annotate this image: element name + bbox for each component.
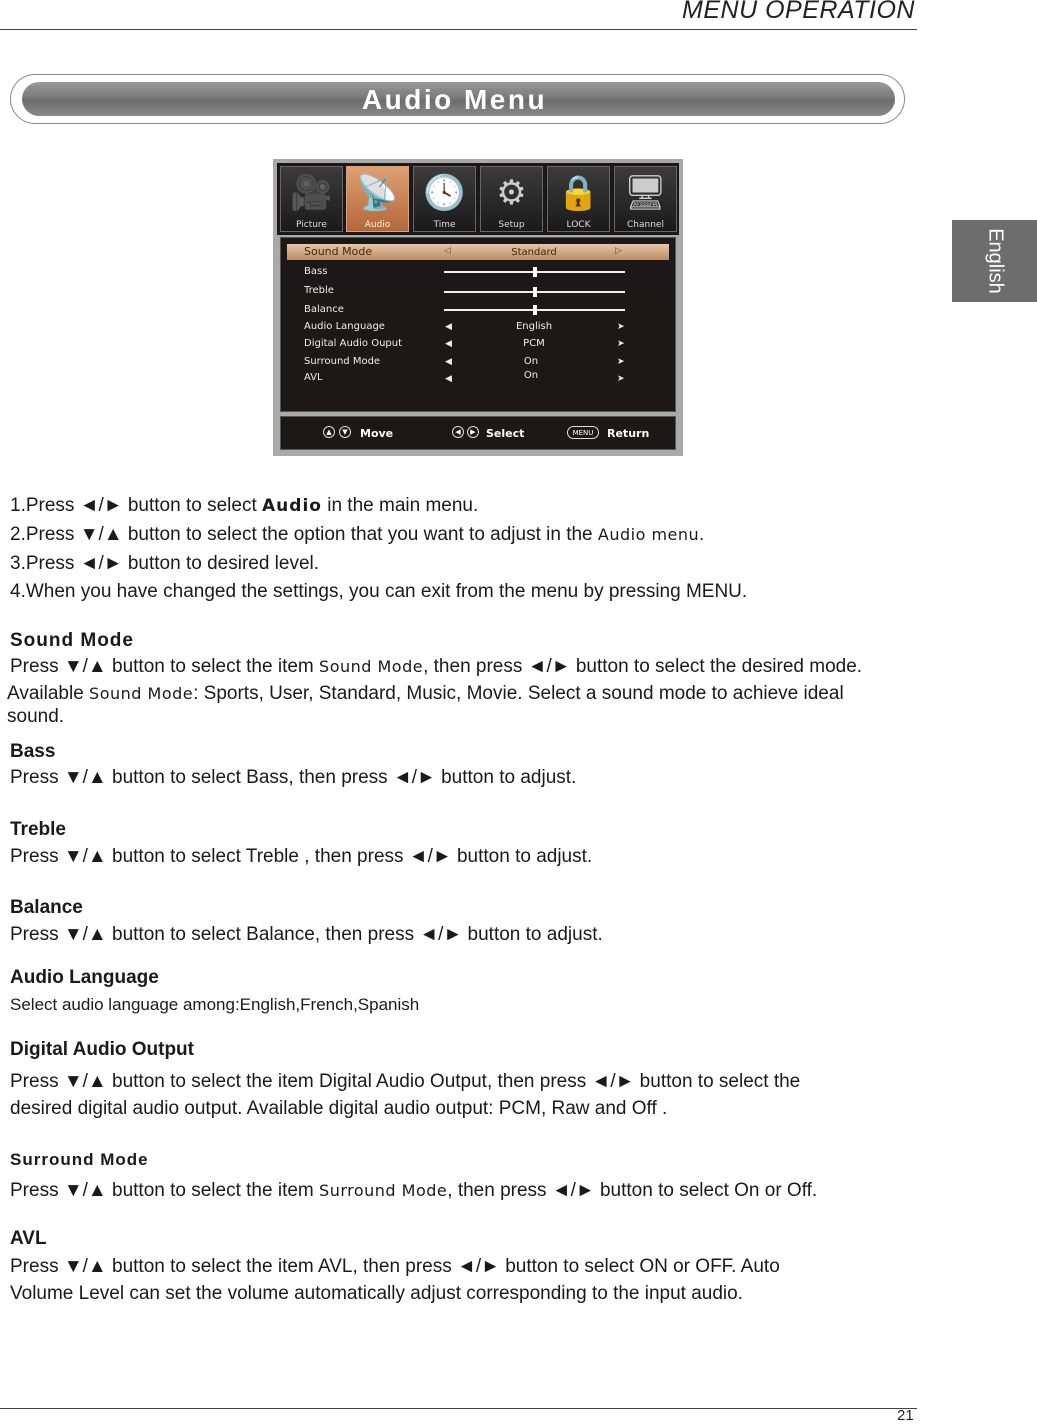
tv-row-digital-audio-label: Digital Audio Ouput [304,338,403,349]
left-arrow-icon: ◀ [445,339,452,349]
right-button-icon: ▶ [467,426,479,438]
tv-bass-slider-knob [533,267,537,277]
sound-mode-item-name: Sound Mode [319,657,424,676]
footer-divider [0,1408,917,1409]
tv-footer-return-label: Return [607,427,650,440]
right-arrow-icon: ➤ [617,339,625,349]
tv-tab-audio [346,166,409,232]
tv-row-balance-label: Balance [304,304,344,315]
surround-mode-line-1-text: Press ▼/▲ button to select the item [10,1180,320,1201]
tv-row-sound-mode-label: Sound Mode [304,245,373,258]
sound-mode-item-name: Sound Mode [89,684,194,703]
page-header-title: MENU OPERATION [682,0,915,24]
tv-row-surround-label: Surround Mode [304,356,381,367]
tv-tab-channel [614,166,677,232]
sound-mode-line-3: sound. [7,706,65,727]
tv-footer-select-label: Select [486,427,525,440]
step-1-menu-name: Audio [262,496,322,516]
surround-mode-line-1-end: , then press ◄/► button to select On or Off. [447,1180,818,1201]
clock-icon: 🕓 [423,173,466,213]
avl-line-2: Volume Level can set the volume automatically adjust corresponding to the input audio. [10,1283,744,1304]
tv-row-surround-value: On [523,356,539,367]
avl-line-1: Press ▼/▲ button to select the item AVL, then press ◄/► button to select ON or OFF. Auto [10,1256,780,1277]
tv-tab-label: Time [433,220,456,230]
sound-mode-heading: Sound Mode [10,630,134,651]
up-button-icon: ▲ [323,426,335,438]
balance-line-1: Press ▼/▲ button to select Balance, then press ◄/► button to adjust. [10,924,603,945]
left-arrow-icon: ◀ [445,357,452,367]
treble-heading: Treble [10,819,66,840]
page-number: 21 [897,1407,914,1424]
right-arrow-icon: ➤ [617,374,625,384]
left-button-icon: ◀ [452,426,464,438]
step-2-menu-name: Audio menu. [597,525,705,544]
language-side-tab [952,220,1037,302]
sound-mode-line-2-text: Available [7,683,90,704]
step-1-text: 1.Press ◄/► button to select [10,495,263,516]
avl-heading: AVL [10,1228,47,1249]
left-arrow-icon: ◀ [445,322,452,332]
treble-line-1: Press ▼/▲ button to select Treble , then press ◄/► button to adjust. [10,846,593,867]
tv-tab-picture [280,166,343,232]
monitor-icon: 🖥 [623,173,668,213]
digital-audio-output-line-2: desired digital audio output. Available digital audio output: PCM, Raw and Off . [10,1098,668,1119]
tv-tab-label: Channel [627,220,664,230]
padlock-icon: 🔒 [557,173,600,213]
step-1-text-end: in the main menu. [321,495,479,516]
language-side-tab-label: English [984,228,1006,294]
tv-tab-label: Setup [498,220,525,230]
tv-footer-move-label: Move [360,427,394,440]
step-4: 4.When you have changed the settings, you can exit from the menu by pressing MENU. [10,581,748,602]
sound-mode-line-2 [7,683,844,705]
surround-mode-item-name: Surround Mode [319,1181,448,1200]
sound-mode-line-1-text: Press ▼/▲ button to select the item [10,656,320,677]
tv-row-avl-label: AVL [304,372,323,383]
surround-mode-line-1 [10,1180,817,1202]
digital-audio-output-line-1: Press ▼/▲ button to select the item Digital Audio Output, then press ◄/► button to select the [10,1071,801,1092]
tv-tab-label: Picture [296,220,327,230]
header-divider [0,29,917,30]
tv-row-audio-language-value: English [515,321,553,332]
sound-mode-line-2-end: : Sports, User, Standard, Music, Movie. Select a sound mode to achieve ideal [193,683,844,704]
satellite-dish-icon: 📡 [356,173,399,213]
menu-key-icon: MENU [567,426,599,439]
tv-row-avl-value: On [523,370,539,381]
tv-row-bass-label: Bass [304,266,328,277]
digital-audio-output-heading: Digital Audio Output [10,1039,194,1060]
tv-tab-time [413,166,476,232]
section-banner-title: Audio Menu [361,84,548,115]
step-3: 3.Press ◄/► button to desired level. [10,553,320,574]
tv-tab-label: Audio [364,220,391,230]
camera-icon: 🎥 [290,173,333,213]
sound-mode-line-1-end: , then press ◄/► button to select the desired mode. [423,656,863,677]
tv-tab-label: LOCK [566,220,591,230]
bass-line-1: Press ▼/▲ button to select Bass, then press ◄/► button to adjust. [10,767,577,788]
sound-mode-line-1 [10,656,862,678]
left-arrow-icon: ◀ [445,374,452,384]
tv-balance-slider-knob [533,305,537,315]
tv-treble-slider-knob [533,287,537,297]
step-2-text: 2.Press ▼/▲ button to select the option that you want to adjust in the [10,524,598,545]
gear-wrench-icon: ⚙ [496,173,527,213]
left-arrow-icon: ◁ [444,246,451,256]
step-2 [10,524,705,546]
tv-row-digital-audio-value: PCM [523,338,545,349]
audio-language-line-1: Select audio language among:English,French,Spanish [10,995,420,1014]
tv-tab-setup [480,166,543,232]
tv-row-treble-label: Treble [304,285,334,296]
surround-mode-heading: Surround Mode [10,1150,149,1169]
right-arrow-icon: ▷ [615,246,622,256]
tv-row-sound-mode-value: Standard [511,247,557,258]
right-arrow-icon: ➤ [617,357,625,367]
balance-heading: Balance [10,897,83,918]
right-arrow-icon: ➤ [617,322,625,332]
bass-heading: Bass [10,741,56,762]
down-button-icon: ▼ [339,426,351,438]
audio-language-heading: Audio Language [10,967,159,988]
step-1 [10,495,478,517]
tv-tab-lock [547,166,610,232]
tv-row-audio-language-label: Audio Language [304,321,385,332]
